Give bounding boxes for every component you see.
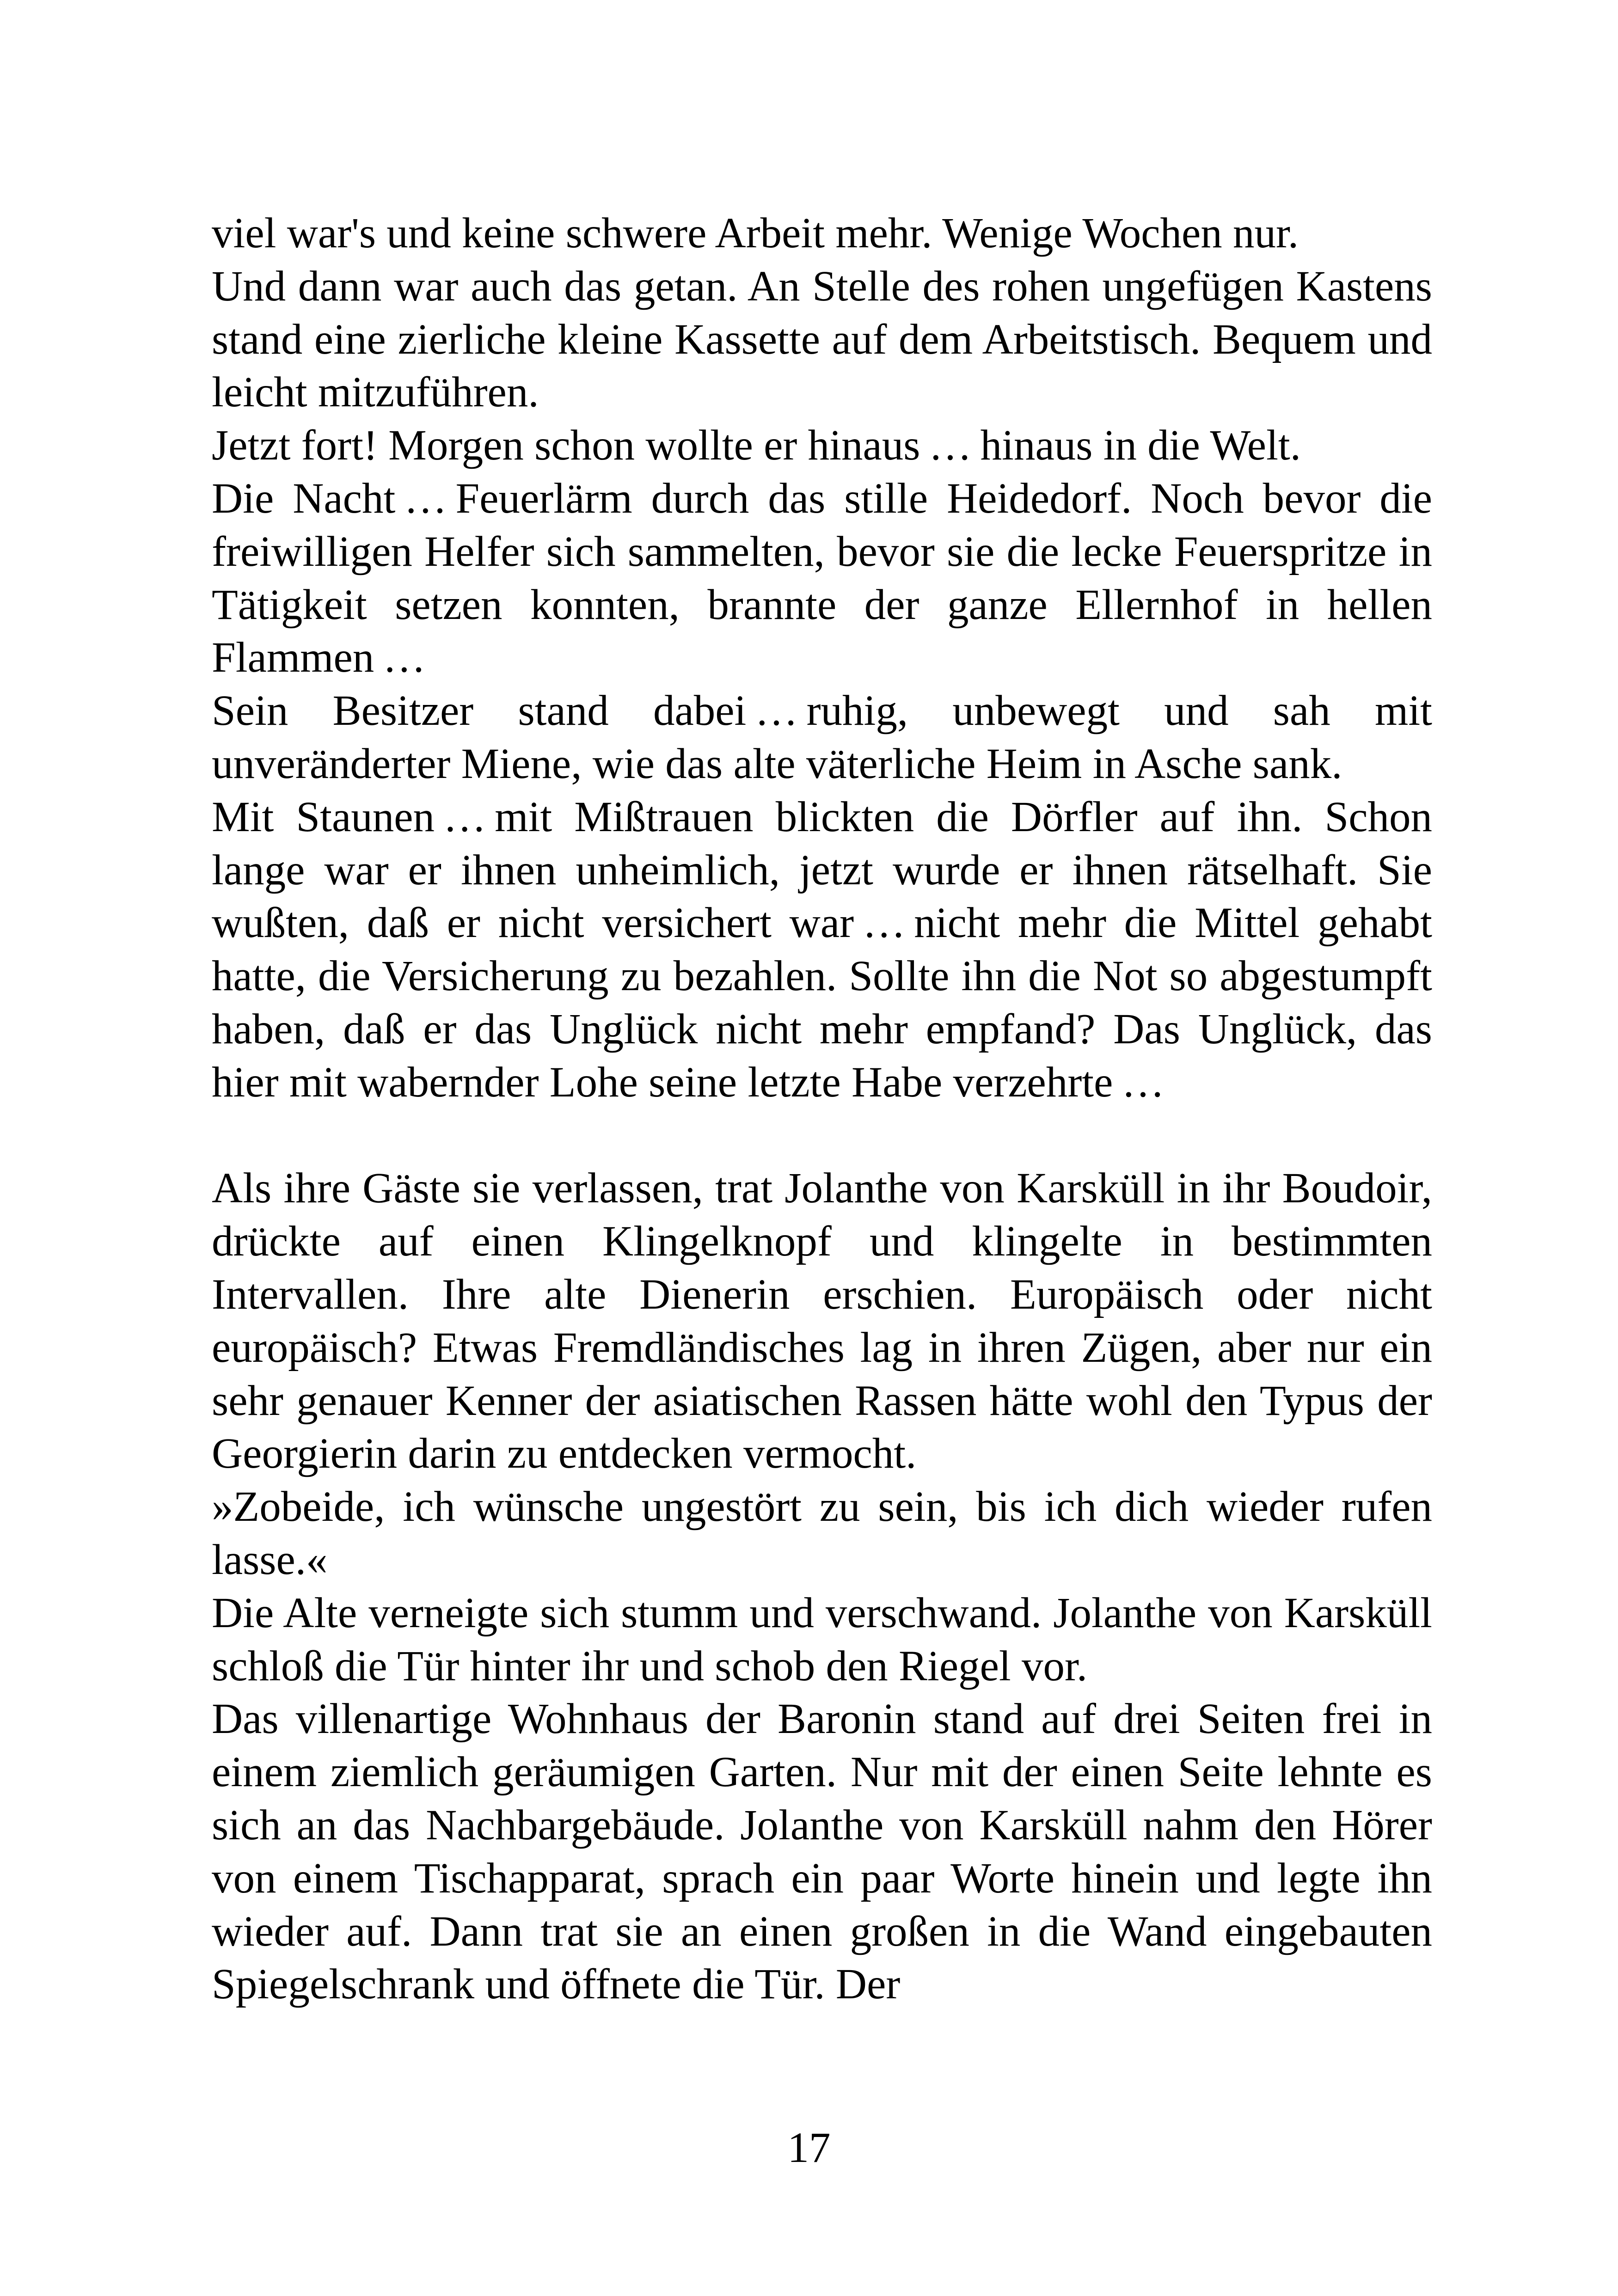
paragraph: viel war's und keine schwere Arbeit mehr. Wenige Wochen nur. (212, 209, 1299, 257)
paragraph: Die Alte verneigte sich stumm und verschwand. Jolanthe von Karsküll schloß die Tür hinter ihr und schob den Riegel vor. (212, 1589, 1432, 1690)
paragraph: Jetzt fort! Morgen schon wollte er hinaus … hinaus in die Welt. (212, 422, 1301, 470)
paragraph: Die Nacht … Feuerlärm durch das stille Heidedorf. Noch bevor die freiwilligen Helfer sich sammelten, bevor sie die lecke Feuerspritze in Tätigkeit setzen konnten, brannte der ganze Ellernhof in hellen Flammen … (212, 474, 1432, 682)
paragraph: Und dann war auch das getan. An Stelle des rohen ungefügen Kastens stand eine zierliche kleine Kassette auf dem Arbeitstisch. Bequem und leicht mitzuführen. (212, 262, 1432, 416)
page-number: 17 (787, 2124, 831, 2172)
paragraph: Als ihre Gäste sie verlassen, trat Jolanthe von Karsküll in ihr Boudoir, drückte auf einen Klingelknopf und klingelte in bestimmten Intervallen. Ihre alte Dienerin erschien. Europäisch oder nicht europäisch? Etwas Fremdländisches lag in ihren Zügen, aber nur ein sehr genauer Kenner der asiatischen Rassen hätte wohl den Typus der Georgierin darin zu entdecken vermocht. (212, 1164, 1432, 1478)
paragraph: Sein Besitzer stand dabei … ruhig, unbewegt und sah mit unveränderter Miene, wie das alte väterliche Heim in Asche sank. (212, 687, 1432, 788)
section-break (212, 1109, 1432, 1163)
paragraph: »Zobeide, ich wünsche ungestört zu sein, bis ich dich wieder rufen lasse.« (212, 1483, 1432, 1584)
paragraph: Das villenartige Wohnhaus der Baronin stand auf drei Seiten frei in einem ziemlich geräumigen Garten. Nur mit der einen Seite lehnte es sich an das Nachbargebäude. Jolanthe von Karsküll nahm den Hörer von einem Tischapparat, sprach ein paar Worte hinein und legte ihn wieder auf. Dann trat sie an einen großen in die Wand eingebauten Spiegelschrank und öffnete die Tür. Der (212, 1695, 1432, 2008)
body-text (212, 207, 1432, 2011)
paragraph: Mit Staunen … mit Mißtrauen blickten die Dörfler auf ihn. Schon lange war er ihnen unheimlich, jetzt wurde er ihnen rätselhaft. Sie wußten, daß er nicht versichert war … nicht mehr die Mittel gehabt hatte, die Versicherung zu bezahlen. Sollte ihn die Not so abgestumpft haben, daß er das Unglück nicht mehr empfand? Das Unglück, das hier mit wabernder Lohe seine letzte Habe verzehrte … (212, 793, 1432, 1106)
